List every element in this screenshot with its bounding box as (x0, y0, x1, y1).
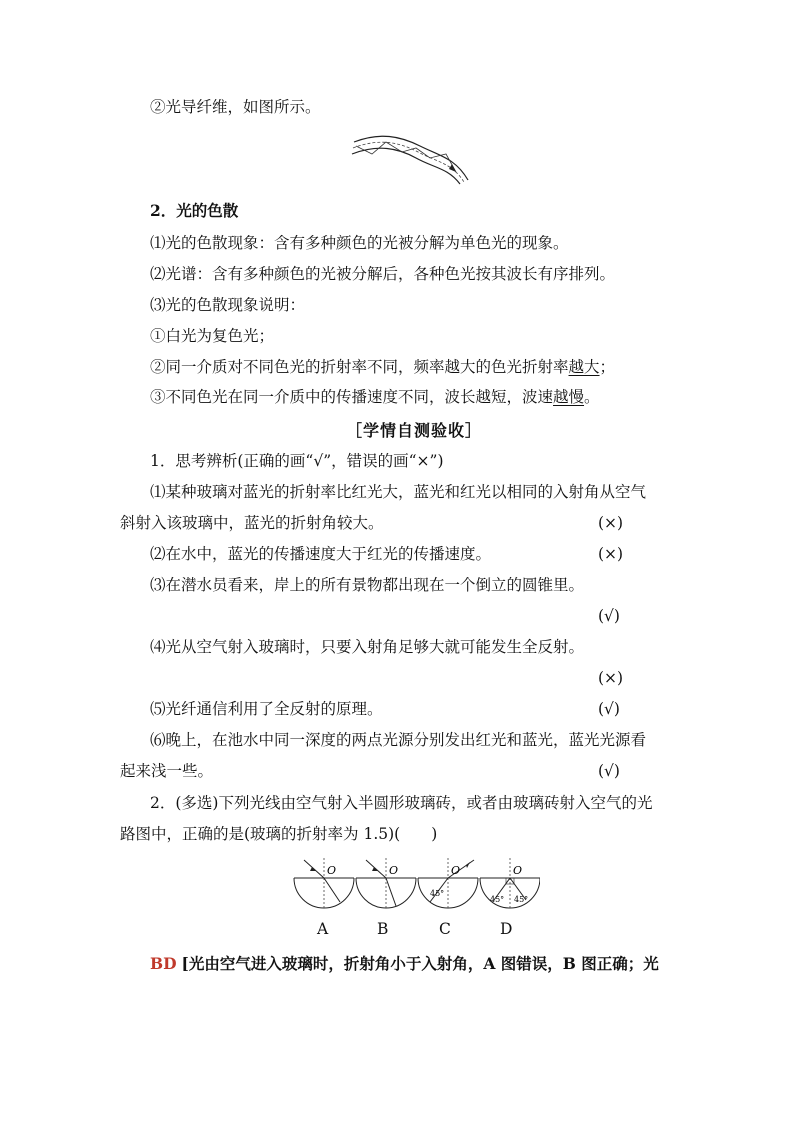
section-title: ［学情自测验收］ (346, 421, 483, 440)
q1-item6-mark: (√) (598, 762, 620, 780)
figure-c-angle: 45° (430, 889, 445, 898)
figure-b (356, 858, 416, 908)
answer-label: BD (150, 954, 177, 973)
q1-item5-mark: (√) (598, 700, 620, 718)
q2-answer (150, 953, 659, 975)
q1-item5: ⑸光纤通信利用了全反射的原理。 (150, 700, 383, 718)
q1-item1-line2: 斜射入该玻璃中，蓝光的折射角较大。 (120, 514, 384, 532)
q1-stem: 1．思考辨析(正确的画“√”，错误的画“×”) (150, 452, 444, 470)
figure-b-o: O (389, 864, 399, 877)
q1-item3-mark: (√) (598, 607, 620, 625)
dispersion-p1: ⑴光的色散现象：含有多种颜色的光被分解为单色光的现象。 (150, 234, 569, 252)
dispersion-p3: ⑶光的色散现象说明： (150, 296, 306, 314)
q1-item6-line1: ⑹晚上，在池水中同一深度的两点光源分别发出红光和蓝光，蓝光光源看 (150, 731, 647, 749)
dispersion-p6: ③不同色光在同一介质中的传播速度不同，波长越短，波速越慢。 (150, 388, 600, 406)
dispersion-p4: ①白光为复色光； (150, 327, 275, 345)
q1-item1-mark: (×) (598, 514, 624, 532)
figure-d-angle-left: 45° (490, 895, 505, 904)
q1-item2: ⑵在水中，蓝光的传播速度大于红光的传播速度。 (150, 545, 492, 563)
figure-c (418, 858, 478, 908)
q2-stem-line1: 2．(多选)下列光线由空气射入半圆形玻璃砖，或者由玻璃砖射入空气的光 (150, 794, 653, 812)
figure-label-c: C (439, 920, 451, 938)
q1-item1-line1: ⑴某种玻璃对蓝光的折射率比红光大，蓝光和红光以相同的入射角从空气 (150, 483, 647, 501)
figure-a-o: O (327, 864, 337, 877)
underlined-answer-2: 越慢 (553, 388, 585, 406)
figure-label-b: B (377, 920, 389, 938)
q1-item3: ⑶在潜水员看来，岸上的所有景物都出现在一个倒立的圆锥里。 (150, 576, 585, 594)
fiber-item-text: ②光导纤维，如图所示。 (150, 98, 321, 116)
figure-d-o: O (513, 864, 523, 877)
figure-label-a: A (317, 920, 329, 938)
figure-label-d: D (500, 920, 513, 938)
optical-fiber-figure (350, 128, 472, 186)
figure-d-angle-right: 45° (514, 895, 529, 904)
dispersion-p2: ⑵光谱：含有多种颜色的光被分解后，各种色光按其波长有序排列。 (150, 265, 616, 283)
q1-item4-mark: (×) (598, 669, 624, 687)
answer-text: [光由空气进入玻璃时，折射角小于入射角，A 图错误，B 图正确；光 (181, 954, 659, 973)
q2-stem-line2: 路图中，正确的是(玻璃的折射率为 1.5)( ) (120, 825, 438, 843)
figure-c-o: O (451, 864, 461, 877)
figure-a (294, 858, 354, 908)
underlined-answer-1: 越大 (568, 358, 600, 376)
dispersion-heading: 2．光的色散 (150, 201, 239, 220)
q1-item6-line2: 起来浅一些。 (120, 762, 214, 780)
q1-item2-mark: (×) (598, 545, 624, 563)
figure-d (480, 858, 540, 908)
dispersion-p5: ②同一介质对不同色光的折射率不同，频率越大的色光折射率越大； (150, 358, 616, 376)
q1-item4: ⑷光从空气射入玻璃时，只要入射角足够大就可能发生全反射。 (150, 638, 585, 656)
